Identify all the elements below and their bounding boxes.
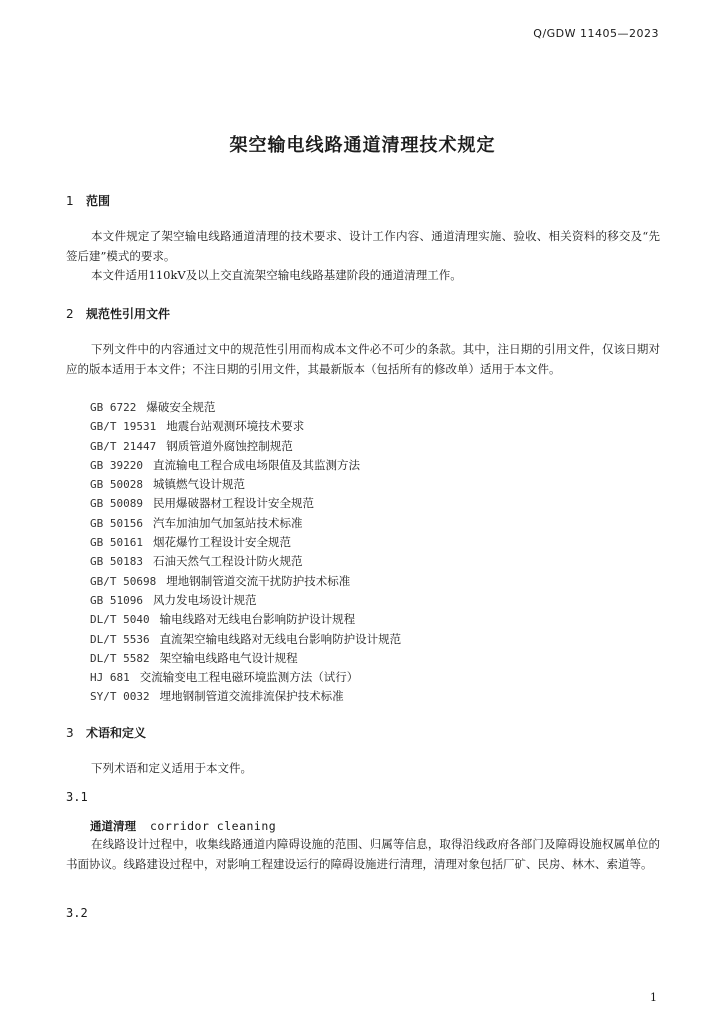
section-number: 1 (66, 194, 74, 208)
page-number: 1 (650, 991, 657, 1004)
page-title: 架空输电线路通道清理技术规定 (229, 135, 496, 156)
reference-title: 地震台站观测环境技术要求 (166, 419, 305, 434)
section-number: 2 (66, 307, 74, 321)
reference-code: HJ 681 (90, 671, 130, 685)
reference-item (90, 494, 401, 513)
reference-item (90, 668, 401, 687)
section-title: 术语和定义 (86, 726, 147, 740)
document-code: Q/GDW 11405—2023 (533, 27, 659, 40)
reference-code: GB 50183 (90, 555, 143, 569)
reference-title: 民用爆破器材工程设计安全规范 (152, 496, 314, 511)
reference-item (90, 417, 401, 436)
reference-title: 埋地钢制管道交流干扰防护技术标准 (166, 573, 351, 588)
reference-code: GB 50089 (90, 497, 143, 511)
references-intro-paragraph: 下列文件中的内容通过文中的规范性引用而构成本文件必不可少的条款。其中，注日期的引用文件，仅该日期对应的版本适用于本文件；不注日期的引用文件，其最新版本（包括所有的修改单）适用于本文件。 (66, 342, 660, 376)
reference-code: GB/T 21447 (90, 439, 157, 453)
reference-code: GB 6722 (90, 401, 137, 414)
reference-code: GB/T 50698 (90, 574, 157, 588)
reference-item (90, 475, 401, 494)
reference-list (90, 398, 401, 707)
reference-item (90, 649, 401, 668)
terms-intro-paragraph: 下列术语和定义适用于本文件。 (91, 761, 252, 775)
reference-code: SY/T 0032 (90, 690, 150, 704)
reference-title: 架空输电线路电气设计规程 (159, 650, 298, 665)
scope-paragraph-1: 本文件规定了架空输电线路通道清理的技术要求、设计工作内容、通道清理实施、验收、相关资料的移交及“先签后建”模式的要求。 (66, 229, 660, 263)
reference-title: 输电线路对无线电台影响防护设计规程 (159, 612, 356, 627)
clause-number: 3.1 (66, 790, 88, 804)
reference-title: 钢质管道外腐蚀控制规范 (166, 438, 293, 453)
reference-item (90, 533, 401, 552)
reference-code: GB 50161 (90, 536, 143, 550)
reference-code: GB 50156 (90, 516, 143, 530)
term-entry (90, 818, 276, 834)
reference-code: GB 50028 (90, 478, 143, 492)
reference-item (90, 591, 401, 610)
clause-number: 3.2 (66, 906, 88, 920)
reference-title: 埋地钢制管道交流排流保护技术标准 (159, 689, 344, 704)
reference-code: GB 39220 (90, 458, 143, 472)
reference-item (90, 514, 401, 533)
term-definition: 在线路设计过程中，收集线路通道内障碍设施的范围、归属等信息，取得沿线政府各部门及障碍设施权属单位的书面协议。线路建设过程中，对影响工程建设运行的障碍设施进行清理，清理对象包括厂矿、民房、林木、索道等。 (66, 837, 660, 871)
scope-paragraph-2: 本文件适用110kV及以上交直流架空输电线路基建阶段的通道清理工作。 (91, 268, 462, 282)
reference-item (90, 437, 401, 456)
section-number: 3 (66, 726, 74, 740)
reference-item (90, 630, 401, 649)
reference-item (90, 687, 401, 706)
reference-code: GB 51096 (90, 593, 143, 607)
term-english: corridor cleaning (150, 819, 277, 833)
reference-code: DL/T 5040 (90, 613, 150, 627)
reference-item (90, 398, 401, 417)
reference-title: 烟花爆竹工程设计安全规范 (152, 535, 291, 550)
reference-code: DL/T 5582 (90, 651, 150, 665)
reference-code: DL/T 5536 (90, 632, 150, 646)
reference-title: 汽车加油加气加氢站技术标准 (152, 515, 303, 530)
section-title: 范围 (86, 194, 111, 208)
section-title: 规范性引用文件 (86, 307, 171, 321)
reference-title: 城镇燃气设计规范 (152, 477, 245, 492)
reference-item (90, 552, 401, 571)
reference-item (90, 456, 401, 475)
section-heading-terms (66, 724, 146, 741)
section-heading-normative-references (66, 305, 170, 322)
reference-title: 石油天然气工程设计防火规范 (152, 554, 303, 569)
reference-title: 爆破安全规范 (146, 400, 216, 414)
reference-item (90, 572, 401, 591)
reference-title: 交流输变电工程电磁环境监测方法（试行） (139, 670, 359, 685)
term-chinese: 通道清理 (90, 819, 136, 833)
reference-title: 直流输电工程合成电场限值及其监测方法 (152, 457, 360, 472)
section-heading-scope (66, 192, 110, 209)
reference-title: 直流架空输电线路对无线电台影响防护设计规范 (159, 631, 402, 646)
reference-code: GB/T 19531 (90, 420, 157, 434)
reference-item (90, 610, 401, 629)
reference-title: 风力发电场设计规范 (152, 592, 257, 607)
